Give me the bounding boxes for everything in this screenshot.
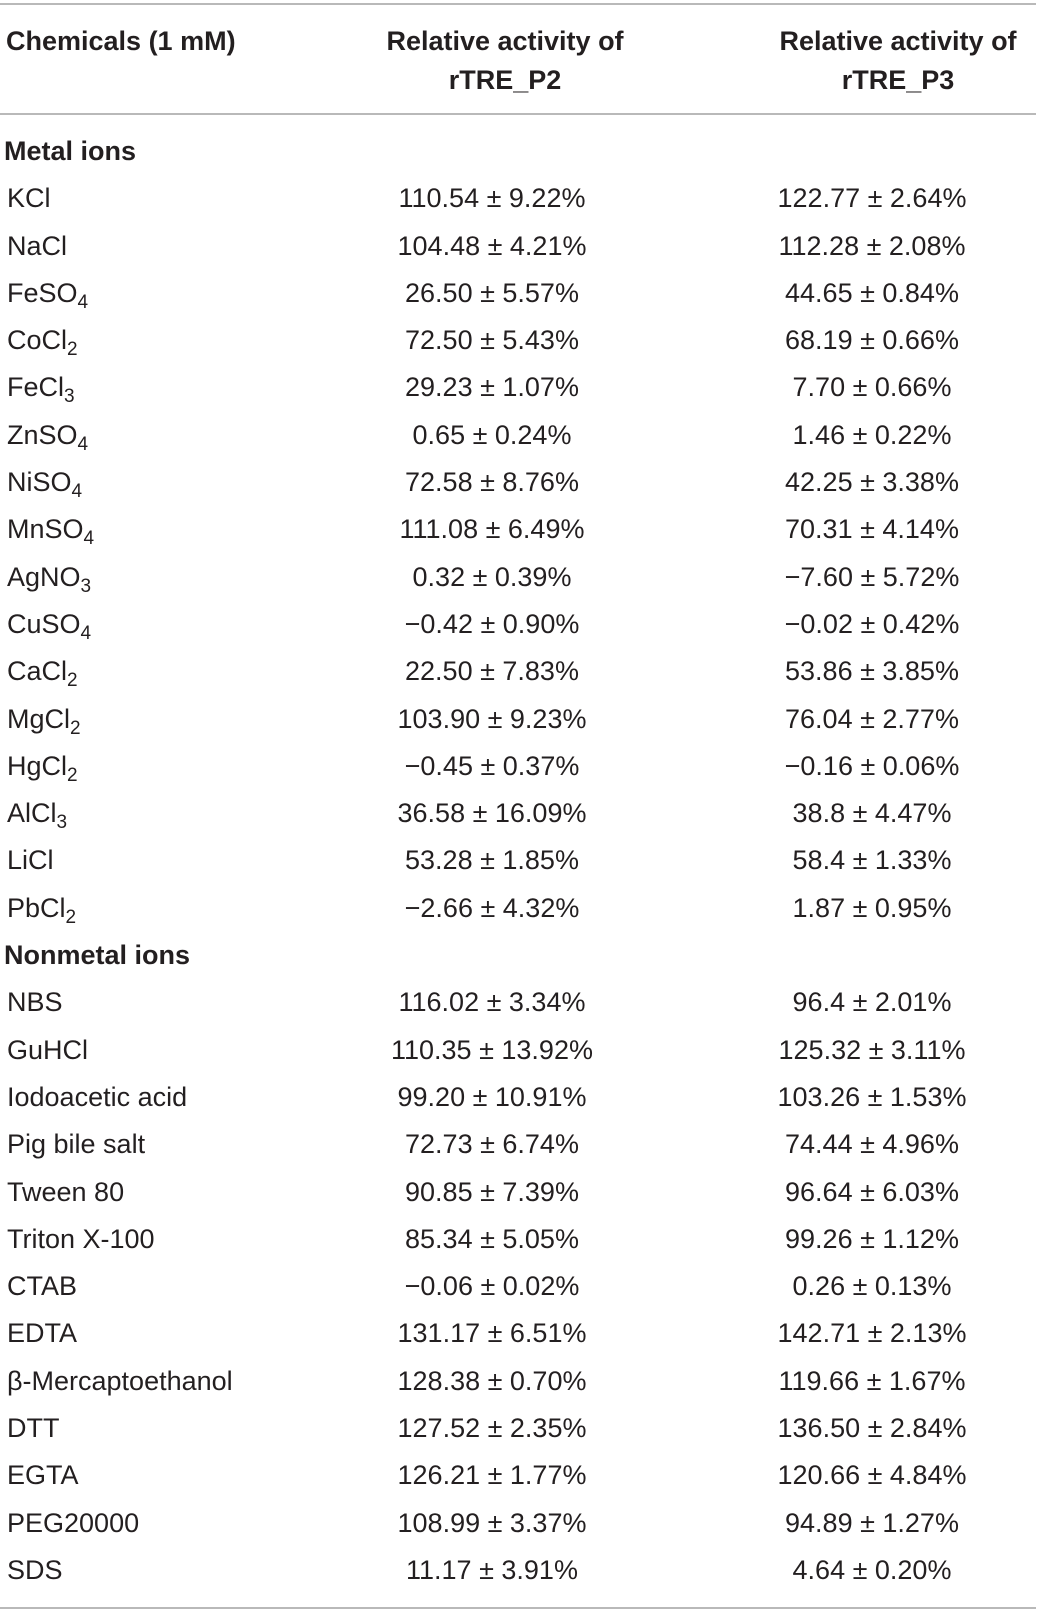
chemical-name [7, 1405, 59, 1452]
chemical-name [7, 1169, 124, 1216]
chemical-name [7, 1452, 79, 1499]
header-rtre-p3 [760, 22, 1036, 100]
table-row [0, 837, 1041, 884]
table-row [0, 1074, 1041, 1121]
activity-p3: 76.04 ± 2.77% [785, 703, 959, 734]
chemical-name [7, 1358, 233, 1405]
chemical-formula: NiSO [7, 467, 72, 498]
chemical-name [7, 790, 67, 837]
table-row [0, 790, 1041, 837]
chemical-subscript: 3 [56, 812, 68, 834]
chemical-subscript: 2 [70, 717, 81, 739]
chemical-formula: LiCl [7, 845, 54, 876]
activity-p3: 103.26 ± 1.53% [777, 1081, 967, 1112]
table-row [0, 1405, 1041, 1452]
activity-p2: 26.50 ± 5.57% [405, 277, 579, 308]
header-rtre-p2-line1: Relative activity of [386, 26, 624, 56]
table-row [0, 979, 1041, 1026]
table-row [0, 743, 1041, 790]
activity-p3: 112.28 ± 2.08% [778, 230, 966, 261]
activity-p3: 44.65 ± 0.84% [785, 277, 959, 308]
chemical-name [7, 1263, 77, 1310]
activity-p2: 127.52 ± 2.35% [397, 1413, 587, 1444]
chemical-formula: PbCl [7, 892, 66, 923]
bottom-rule [0, 1607, 1036, 1609]
chemical-subscript: 2 [67, 339, 78, 361]
chemical-subscript: 2 [65, 906, 77, 928]
table-row [0, 223, 1041, 270]
activity-p2: 85.34 ± 5.05% [405, 1223, 579, 1254]
chemical-subscript: 2 [67, 670, 78, 692]
chemical-subscript: 4 [83, 528, 95, 550]
section-title: Metal ions [4, 136, 137, 166]
chemical-name [7, 979, 63, 1026]
activity-p2: 72.50 ± 5.43% [405, 325, 579, 356]
activity-p2: 72.58 ± 8.76% [405, 467, 579, 498]
activity-p2: 116.02 ± 3.34% [398, 987, 586, 1018]
activity-p3: 0.26 ± 0.13% [792, 1271, 952, 1302]
chemical-name [7, 412, 88, 459]
activity-p3: 4.64 ± 0.20% [792, 1554, 952, 1585]
activity-p3: 38.8 ± 4.47% [792, 798, 952, 829]
table-row [0, 1169, 1041, 1216]
table-row [0, 1358, 1041, 1405]
activity-p2: 90.85 ± 7.39% [405, 1176, 579, 1207]
chemical-name [7, 743, 78, 790]
table-row [0, 1027, 1041, 1074]
chemical-formula: GuHCl [7, 1034, 89, 1065]
activity-p3: 96.4 ± 2.01% [792, 987, 952, 1018]
activity-p2: 126.21 ± 1.77% [397, 1460, 587, 1491]
activity-p3: 1.87 ± 0.95% [792, 892, 952, 923]
chemical-formula: HgCl [7, 750, 68, 781]
chemical-subscript: 4 [71, 481, 83, 503]
table-row [0, 1500, 1041, 1547]
activity-p2: 128.38 ± 0.70% [397, 1365, 587, 1396]
activity-p2: 0.32 ± 0.39% [412, 561, 572, 592]
chemical-name [7, 1216, 155, 1263]
chemical-name [7, 364, 75, 411]
table-row [0, 412, 1041, 459]
activity-p2: −0.45 ± 0.37% [404, 750, 580, 781]
table-row [0, 1452, 1041, 1499]
activity-p3: 94.89 ± 1.27% [785, 1507, 959, 1538]
activity-p3: 120.66 ± 4.84% [777, 1460, 967, 1491]
table-row [0, 885, 1041, 932]
chemical-formula: EGTA [7, 1460, 79, 1491]
activity-p2: 111.08 ± 6.49% [399, 514, 585, 545]
activity-p3: −0.02 ± 0.42% [784, 608, 960, 639]
chemical-name [7, 554, 91, 601]
chemical-name [7, 1121, 145, 1168]
chemical-formula: PEG20000 [7, 1507, 140, 1538]
activity-p3: 74.44 ± 4.96% [785, 1129, 959, 1160]
header-rtre-p3-line1: Relative activity of [779, 26, 1017, 56]
table-row [0, 317, 1041, 364]
chemical-formula: Iodoacetic acid [7, 1081, 188, 1112]
activity-p2: −0.42 ± 0.90% [404, 608, 580, 639]
activity-p3: 136.50 ± 2.84% [777, 1413, 967, 1444]
chemical-formula: FeCl [7, 372, 65, 403]
chemical-subscript: 3 [64, 386, 75, 408]
activity-p3: 125.32 ± 3.11% [778, 1034, 966, 1065]
table-row [0, 506, 1041, 553]
chemical-formula: NBS [7, 987, 63, 1018]
activity-p3: 119.66 ± 1.67% [778, 1365, 966, 1396]
chemical-subscript: 4 [80, 622, 92, 644]
chemical-name [7, 270, 88, 317]
activity-p2: 104.48 ± 4.21% [397, 230, 587, 261]
activity-p2: 53.28 ± 1.85% [405, 845, 579, 876]
header-chemicals [6, 22, 236, 61]
chemical-formula: MgCl [7, 703, 71, 734]
section-header [0, 128, 1041, 175]
chemical-formula: ZnSO [7, 419, 78, 450]
activity-p3: 96.64 ± 6.03% [785, 1176, 959, 1207]
activity-p2: 72.73 ± 6.74% [405, 1129, 579, 1160]
activity-p2: 103.90 ± 9.23% [397, 703, 587, 734]
chemical-name [7, 1310, 77, 1357]
chemical-formula: β-Mercaptoethanol [7, 1365, 233, 1396]
table-row [0, 459, 1041, 506]
header-rtre-p2 [370, 22, 640, 100]
section-title: Nonmetal ions [4, 940, 191, 971]
chemical-name [7, 837, 54, 884]
chemical-formula: AlCl [7, 798, 57, 829]
chemical-formula: EDTA [7, 1318, 78, 1349]
chemical-name [7, 175, 51, 222]
header-chemicals-label: Chemicals (1 mM) [6, 26, 236, 56]
table-row [0, 1263, 1041, 1310]
chemical-formula: Triton X-100 [7, 1223, 155, 1254]
table-row [0, 270, 1041, 317]
chemical-name [7, 1027, 88, 1074]
activity-p2: 36.58 ± 16.09% [397, 798, 587, 829]
activity-p2: 110.54 ± 9.22% [398, 183, 586, 214]
section-header [0, 932, 1041, 979]
header-rtre-p2-line2: rTRE_P2 [448, 65, 562, 95]
activity-p3: 58.4 ± 1.33% [792, 845, 952, 876]
activity-p2: 29.23 ± 1.07% [405, 372, 579, 403]
table-row [0, 648, 1041, 695]
chemical-formula: KCl [7, 183, 51, 214]
chemical-name [7, 648, 78, 695]
chemical-formula: CoCl [7, 325, 68, 356]
header-rule [0, 113, 1036, 115]
activity-p3: −0.16 ± 0.06% [784, 750, 960, 781]
activity-p3: −7.60 ± 5.72% [784, 561, 960, 592]
chemical-name [7, 1500, 139, 1547]
chemical-name [7, 1547, 63, 1594]
activity-p3: 68.19 ± 0.66% [785, 325, 959, 356]
header-rtre-p3-line2: rTRE_P3 [841, 65, 955, 95]
chemical-name [7, 601, 91, 648]
activity-p2: 108.99 ± 3.37% [397, 1507, 587, 1538]
chemical-name [7, 506, 94, 553]
chemical-name [7, 459, 82, 506]
chemical-subscript: 4 [77, 433, 89, 455]
activity-p3: 99.26 ± 1.12% [785, 1223, 959, 1254]
activity-p3: 70.31 ± 4.14% [785, 514, 959, 545]
table-row [0, 175, 1041, 222]
table-row [0, 1121, 1041, 1168]
table-body [0, 128, 1041, 1594]
chemical-formula: CaCl [7, 656, 68, 687]
table-row [0, 696, 1041, 743]
activity-p2: 22.50 ± 7.83% [405, 656, 579, 687]
table-row [0, 1310, 1041, 1357]
table-row [0, 1547, 1041, 1594]
chemical-formula: Tween 80 [7, 1176, 125, 1207]
chemical-subscript: 4 [77, 291, 89, 313]
chemical-formula: DTT [7, 1413, 60, 1444]
chemical-formula: Pig bile salt [7, 1129, 146, 1160]
chemical-subscript: 3 [80, 575, 92, 597]
chemical-formula: CTAB [7, 1271, 78, 1302]
activity-p2: 11.17 ± 3.91% [406, 1554, 578, 1585]
chemical-name [7, 223, 67, 270]
table-row [0, 554, 1041, 601]
activity-p3: 142.71 ± 2.13% [777, 1318, 967, 1349]
activity-p3: 1.46 ± 0.22% [792, 419, 952, 450]
activity-p3: 7.70 ± 0.66% [792, 372, 952, 403]
chemical-name [7, 696, 81, 743]
chemical-formula: NaCl [7, 230, 68, 261]
top-rule [0, 3, 1036, 5]
activity-p2: 0.65 ± 0.24% [412, 419, 572, 450]
chemical-name [7, 317, 78, 364]
activity-p2: −0.06 ± 0.02% [404, 1271, 580, 1302]
activity-p2: −2.66 ± 4.32% [404, 892, 580, 923]
activity-p2: 110.35 ± 13.92% [391, 1034, 593, 1065]
chemical-name [7, 1074, 187, 1121]
activity-p3: 42.25 ± 3.38% [785, 467, 959, 498]
table-row [0, 601, 1041, 648]
chemical-formula: SDS [7, 1554, 63, 1585]
chemical-formula: FeSO [7, 277, 78, 308]
chemical-subscript: 2 [67, 764, 78, 786]
chemical-formula: MnSO [7, 514, 84, 545]
chemical-name [7, 885, 76, 932]
activity-p2: 131.17 ± 6.51% [397, 1318, 587, 1349]
table-row [0, 364, 1041, 411]
activity-p2: 99.20 ± 10.91% [397, 1081, 587, 1112]
table-row [0, 1216, 1041, 1263]
chemical-formula: CuSO [7, 608, 81, 639]
chemical-formula: AgNO [7, 561, 81, 592]
activity-p3: 53.86 ± 3.85% [785, 656, 959, 687]
activity-p3: 122.77 ± 2.64% [777, 183, 967, 214]
